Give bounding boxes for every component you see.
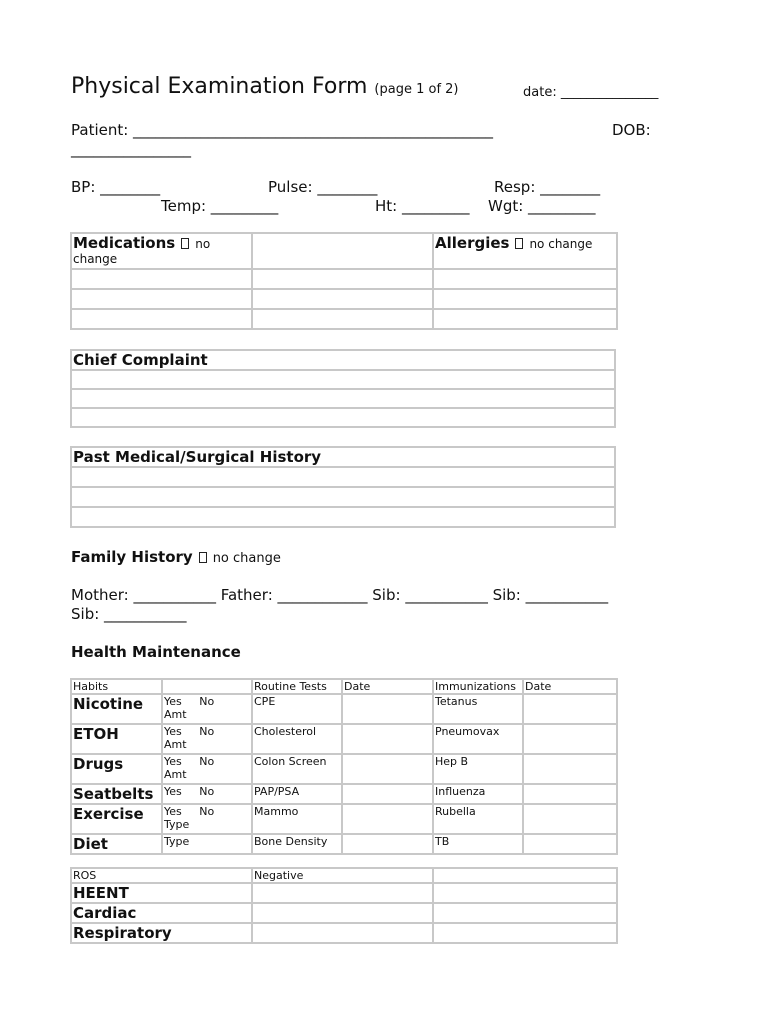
immunization: Hep B (433, 754, 523, 784)
ros-negative-cell[interactable] (252, 923, 433, 943)
allergies-cell[interactable] (433, 309, 617, 329)
yes-no-text: Yes No (164, 695, 215, 708)
ros-notes-cell[interactable] (433, 923, 617, 943)
ros-blank-header (433, 868, 617, 883)
type-text: Type (164, 835, 190, 848)
yes-no-text: Yes No (164, 725, 215, 738)
yes-no-cell[interactable] (162, 724, 252, 754)
chief-complaint-line[interactable] (71, 389, 615, 408)
allergies-no-change-checkbox[interactable] (515, 238, 523, 249)
past-history-line[interactable] (71, 487, 615, 507)
routine-test: Cholesterol (252, 724, 342, 754)
col-header-date: Date (523, 679, 617, 694)
test-date-cell[interactable] (342, 754, 433, 784)
ht-field[interactable]: Ht: _________ (375, 197, 470, 215)
meds-cell[interactable] (71, 269, 252, 289)
page-note: (page 1 of 2) (374, 82, 459, 97)
meds-cell[interactable] (252, 269, 433, 289)
yes-no-text: Yes No (164, 785, 215, 798)
habit-name: Diet (71, 834, 162, 854)
ros-notes-cell[interactable] (433, 903, 617, 923)
medications-allergies-table (70, 232, 618, 330)
ros-negative-cell[interactable] (252, 883, 433, 903)
allergies-cell[interactable] (433, 269, 617, 289)
chief-complaint-line[interactable] (71, 370, 615, 389)
table-row (71, 754, 617, 784)
immunization-date-cell[interactable] (523, 804, 617, 834)
meds-cell[interactable] (71, 289, 252, 309)
family-members-line[interactable]: Mother: ___________ Father: ____________ Sib: ___________ Sib: ___________ (71, 586, 609, 604)
allergies-no-change-text: no change (529, 237, 593, 251)
medications-header-cell (71, 233, 252, 269)
ros-table (70, 867, 618, 944)
past-history-label: Past Medical/Surgical History (71, 447, 615, 467)
temp-field[interactable]: Temp: _________ (161, 197, 279, 215)
yes-no-cell[interactable] (162, 804, 252, 834)
pulse-field[interactable]: Pulse: ________ (268, 178, 378, 196)
medications-label: Medications (73, 234, 176, 252)
chief-complaint-line[interactable] (71, 408, 615, 427)
form-title (71, 74, 459, 99)
meds-cell[interactable] (252, 233, 433, 269)
table-row (71, 694, 617, 724)
form-title-text: Physical Examination Form (71, 74, 368, 99)
allergies-label: Allergies (435, 234, 510, 252)
routine-test: Mammo (252, 804, 342, 834)
family-history-no-change-checkbox[interactable] (199, 552, 207, 563)
immunization: Tetanus (433, 694, 523, 724)
ros-system: Respiratory (71, 923, 252, 943)
amount-text: Amt (164, 738, 187, 751)
medications-no-change-text: no (195, 237, 211, 251)
col-header-routine-tests: Routine Tests (252, 679, 342, 694)
medications-no-change-checkbox[interactable] (181, 238, 189, 249)
immunization-date-cell[interactable] (523, 724, 617, 754)
col-header-habits: Habits (71, 679, 162, 694)
routine-test: CPE (252, 694, 342, 724)
yes-no-text: Yes No (164, 755, 215, 768)
dob-field[interactable]: ________________ (71, 140, 191, 158)
test-date-cell[interactable] (342, 804, 433, 834)
test-date-cell[interactable] (342, 784, 433, 804)
ros-system: HEENT (71, 883, 252, 903)
col-header-immunizations: Immunizations (433, 679, 523, 694)
type-cell[interactable] (162, 834, 252, 854)
habit-name: Seatbelts (71, 784, 162, 804)
negative-header: Negative (252, 868, 433, 883)
family-history-heading (71, 547, 281, 566)
date-field[interactable]: date: _______________ (523, 85, 659, 100)
past-history-line[interactable] (71, 507, 615, 527)
ros-header: ROS (71, 868, 252, 883)
immunization-date-cell[interactable] (523, 694, 617, 724)
past-history-line[interactable] (71, 467, 615, 487)
meds-cell[interactable] (71, 309, 252, 329)
allergies-cell[interactable] (433, 289, 617, 309)
ros-system: Cardiac (71, 903, 252, 923)
table-row (71, 724, 617, 754)
immunization-date-cell[interactable] (523, 834, 617, 854)
ros-notes-cell[interactable] (433, 883, 617, 903)
health-maintenance-table (70, 678, 618, 855)
amount-text: Amt (164, 768, 187, 781)
allergies-header-cell (433, 233, 617, 269)
yes-no-cell[interactable] (162, 694, 252, 724)
test-date-cell[interactable] (342, 694, 433, 724)
habit-name: Drugs (71, 754, 162, 784)
table-row (71, 903, 617, 923)
table-row (71, 883, 617, 903)
immunization: TB (433, 834, 523, 854)
immunization: Pneumovax (433, 724, 523, 754)
ros-negative-cell[interactable] (252, 903, 433, 923)
routine-test: Bone Density (252, 834, 342, 854)
table-row (71, 834, 617, 854)
past-history-table (70, 446, 616, 528)
habit-name: Exercise (71, 804, 162, 834)
test-date-cell[interactable] (342, 724, 433, 754)
health-maintenance-label: Health Maintenance (71, 643, 241, 661)
chief-complaint-label: Chief Complaint (71, 350, 615, 370)
table-row (71, 804, 617, 834)
dob-label: DOB: (612, 121, 651, 139)
immunization-date-cell[interactable] (523, 754, 617, 784)
meds-cell[interactable] (252, 289, 433, 309)
immunization: Rubella (433, 804, 523, 834)
type-text: Type (164, 818, 190, 831)
habit-name: Nicotine (71, 694, 162, 724)
chief-complaint-table (70, 349, 616, 428)
habit-name: ETOH (71, 724, 162, 754)
medications-change-text: change (73, 252, 118, 266)
amount-text: Amt (164, 708, 187, 721)
col-header-blank (162, 679, 252, 694)
family-history-no-change-text: no change (212, 551, 281, 566)
immunization-date-cell[interactable] (523, 784, 617, 804)
meds-cell[interactable] (252, 309, 433, 329)
patient-field[interactable]: Patient: ________________________________________________ (71, 121, 494, 139)
routine-test: Colon Screen (252, 754, 342, 784)
immunization: Influenza (433, 784, 523, 804)
table-row (71, 923, 617, 943)
table-row (71, 784, 617, 804)
yes-no-text: Yes No (164, 805, 215, 818)
wgt-field[interactable]: Wgt: _________ (488, 197, 596, 215)
bp-field[interactable]: BP: ________ (71, 178, 161, 196)
col-header-date: Date (342, 679, 433, 694)
yes-no-cell[interactable] (162, 784, 252, 804)
family-sib-line[interactable]: Sib: ___________ (71, 605, 187, 623)
family-history-label: Family History (71, 548, 193, 566)
routine-test: PAP/PSA (252, 784, 342, 804)
yes-no-cell[interactable] (162, 754, 252, 784)
test-date-cell[interactable] (342, 834, 433, 854)
resp-field[interactable]: Resp: ________ (494, 178, 601, 196)
